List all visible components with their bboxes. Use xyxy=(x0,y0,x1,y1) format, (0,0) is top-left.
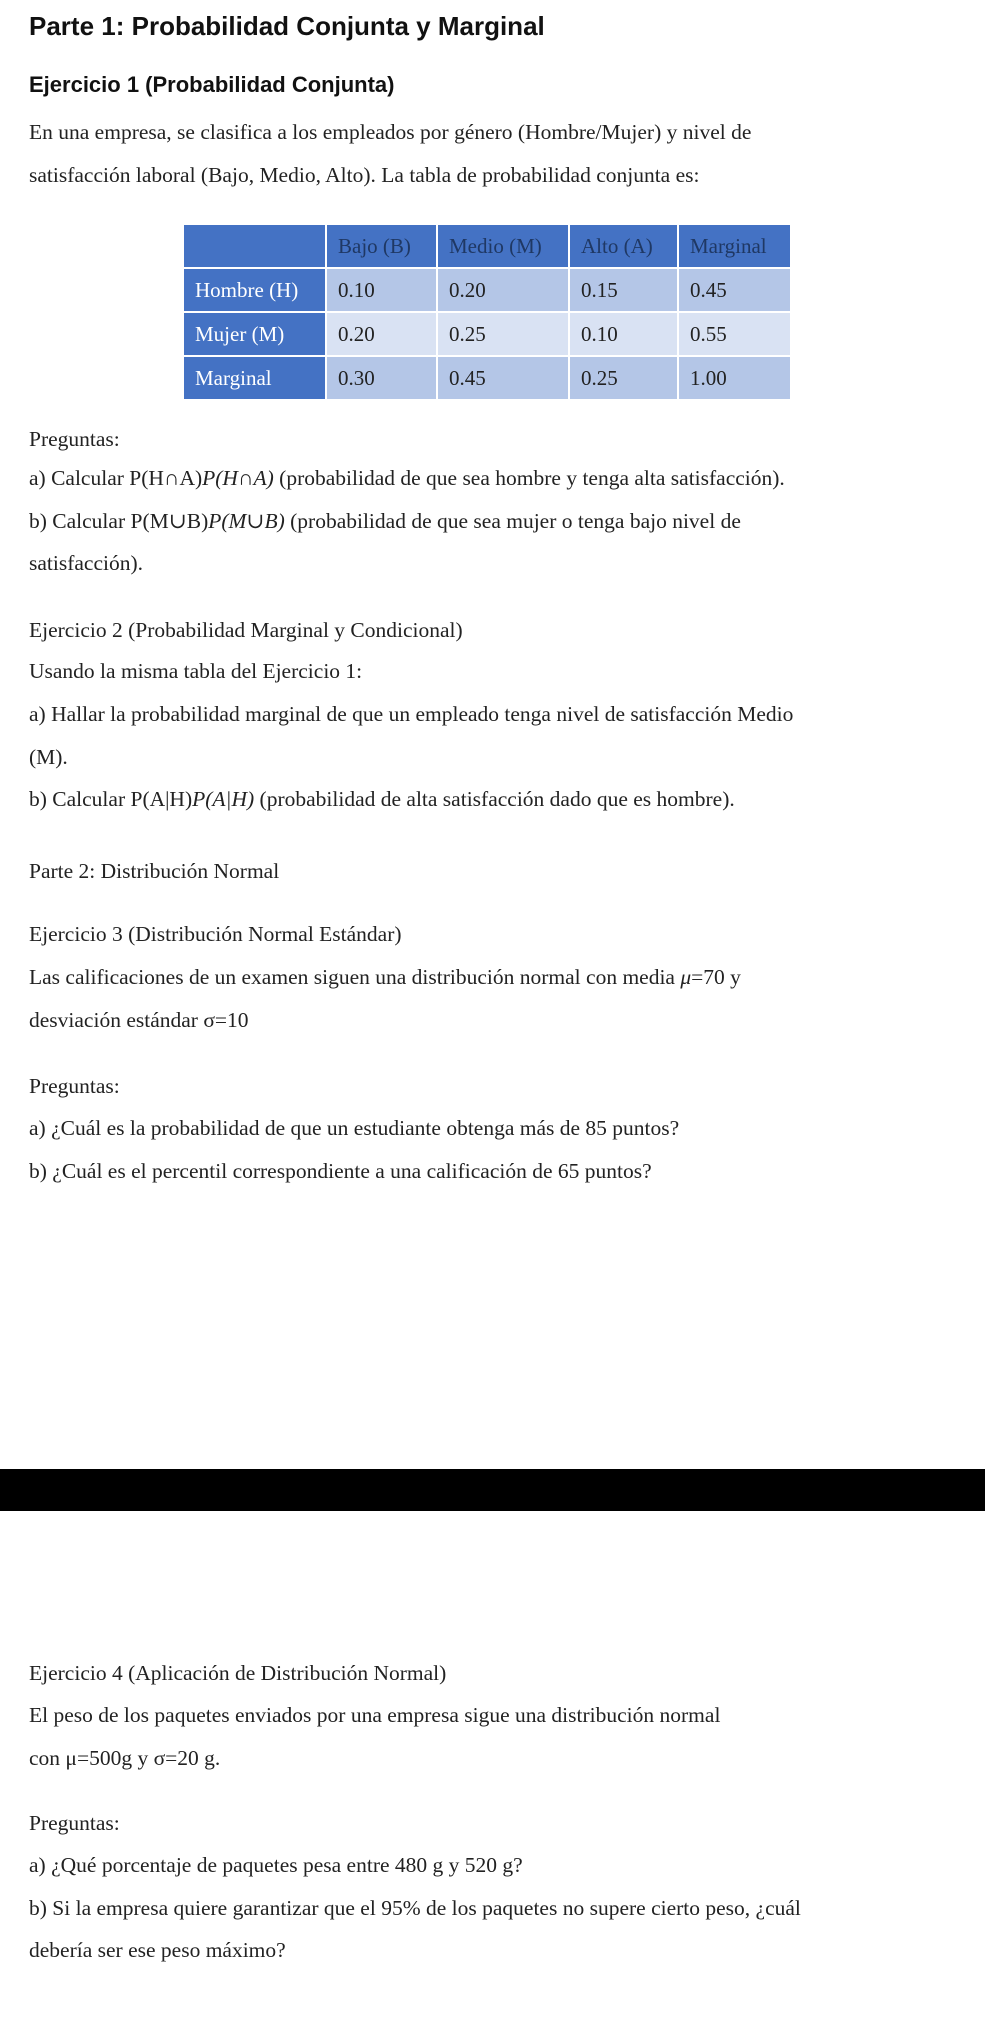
ex1-qb-prefix: b) Calcular P(M∪B) xyxy=(29,509,209,533)
ex4-line2: con μ=500g y σ=20 g. xyxy=(29,1746,221,1770)
ex3-line1 xyxy=(29,963,741,991)
ex1-intro-line1: En una empresa, se clasifica a los empleados por género (Hombre/Mujer) y nivel de xyxy=(29,120,752,144)
table-cell: 0.10 xyxy=(569,312,678,356)
ex3-preguntas-heading: Preguntas: xyxy=(29,1074,120,1098)
row-header-marginal: Marginal xyxy=(183,356,326,400)
ex2-question-a-line1: a) Hallar la probabilidad marginal de que un empleado tenga nivel de satisfacción Medio xyxy=(29,702,794,726)
ex3-question-b: b) ¿Cuál es el percentil correspondiente a una calificación de 65 puntos? xyxy=(29,1159,652,1183)
ex1-qb-math: P(M∪B) xyxy=(208,509,285,533)
table-row xyxy=(183,312,791,356)
ex3-title: Ejercicio 3 (Distribución Normal Estándar) xyxy=(29,922,402,946)
ex4-question-a: a) ¿Qué porcentaje de paquetes pesa entre 480 g y 520 g? xyxy=(29,1853,523,1877)
table-header-medio: Medio (M) xyxy=(437,224,569,268)
table-cell: 0.25 xyxy=(437,312,569,356)
row-header-mujer: Mujer (M) xyxy=(183,312,326,356)
ex2-title: Ejercicio 2 (Probabilidad Marginal y Condicional) xyxy=(29,618,463,642)
ex2-question-a-line2: (M). xyxy=(29,745,68,769)
ex4-question-b-line1: b) Si la empresa quiere garantizar que el 95% de los paquetes no supere cierto peso, ¿cuál xyxy=(29,1896,801,1920)
ex1-question-b-line2: satisfacción). xyxy=(29,551,144,575)
table-cell: 0.45 xyxy=(437,356,569,400)
joint-probability-table xyxy=(182,223,792,401)
table-cell: 0.25 xyxy=(569,356,678,400)
ex1-title: Ejercicio 1 (Probabilidad Conjunta) xyxy=(29,72,395,97)
ex3-line1-prefix: Las calificaciones de un examen siguen una distribución normal con media xyxy=(29,965,681,989)
ex2-intro: Usando la misma tabla del Ejercicio 1: xyxy=(29,659,363,683)
ex1-qa-suffix: (probabilidad de que sea hombre y tenga alta satisfacción). xyxy=(273,466,785,490)
ex1-qb-suffix: (probabilidad de que sea mujer o tenga bajo nivel de xyxy=(284,509,741,533)
table-header-bajo: Bajo (B) xyxy=(326,224,437,268)
table-row xyxy=(183,268,791,312)
ex4-preguntas-heading: Preguntas: xyxy=(29,1811,120,1835)
ex4-title: Ejercicio 4 (Aplicación de Distribución Normal) xyxy=(29,1661,447,1685)
table-cell: 0.55 xyxy=(678,312,791,356)
ex4-question-b-line2: debería ser ese peso máximo? xyxy=(29,1938,286,1962)
ex2-qb-math: P(A|H) xyxy=(192,787,255,811)
ex3-mu-symbol: μ xyxy=(680,965,692,989)
table-header-row xyxy=(183,224,791,268)
ex3-line1-suffix: =70 y xyxy=(691,965,741,989)
ex4-line1: El peso de los paquetes enviados por una empresa sigue una distribución normal xyxy=(29,1703,721,1727)
ex3-line2: desviación estándar σ=10 xyxy=(29,1008,249,1032)
ex1-qa-prefix: a) Calcular P(H∩A) xyxy=(29,466,203,490)
table-cell: 0.15 xyxy=(569,268,678,312)
ex1-qa-math: P(H∩A) xyxy=(202,466,274,490)
part2-title: Parte 2: Distribución Normal xyxy=(29,859,280,883)
ex2-qb-suffix: (probabilidad de alta satisfacción dado que es hombre). xyxy=(254,787,735,811)
table-row xyxy=(183,356,791,400)
ex1-question-b xyxy=(29,507,741,535)
ex3-question-a: a) ¿Cuál es la probabilidad de que un estudiante obtenga más de 85 puntos? xyxy=(29,1116,680,1140)
row-header-hombre: Hombre (H) xyxy=(183,268,326,312)
table-cell: 0.20 xyxy=(326,312,437,356)
table-cell: 1.00 xyxy=(678,356,791,400)
page-divider-band xyxy=(0,1469,985,1511)
table-header-corner xyxy=(183,224,326,268)
table-cell: 0.20 xyxy=(437,268,569,312)
ex1-preguntas-heading: Preguntas: xyxy=(29,427,120,451)
ex2-question-b xyxy=(29,785,735,813)
table-header-marginal: Marginal xyxy=(678,224,791,268)
ex2-qb-prefix: b) Calcular P(A|H) xyxy=(29,787,193,811)
table-cell: 0.10 xyxy=(326,268,437,312)
part1-title: Parte 1: Probabilidad Conjunta y Marginal xyxy=(29,11,545,41)
ex1-question-a xyxy=(29,464,785,492)
table-cell: 0.30 xyxy=(326,356,437,400)
ex1-intro-line2: satisfacción laboral (Bajo, Medio, Alto). La tabla de probabilidad conjunta es: xyxy=(29,163,700,187)
table-header-alto: Alto (A) xyxy=(569,224,678,268)
table-cell: 0.45 xyxy=(678,268,791,312)
